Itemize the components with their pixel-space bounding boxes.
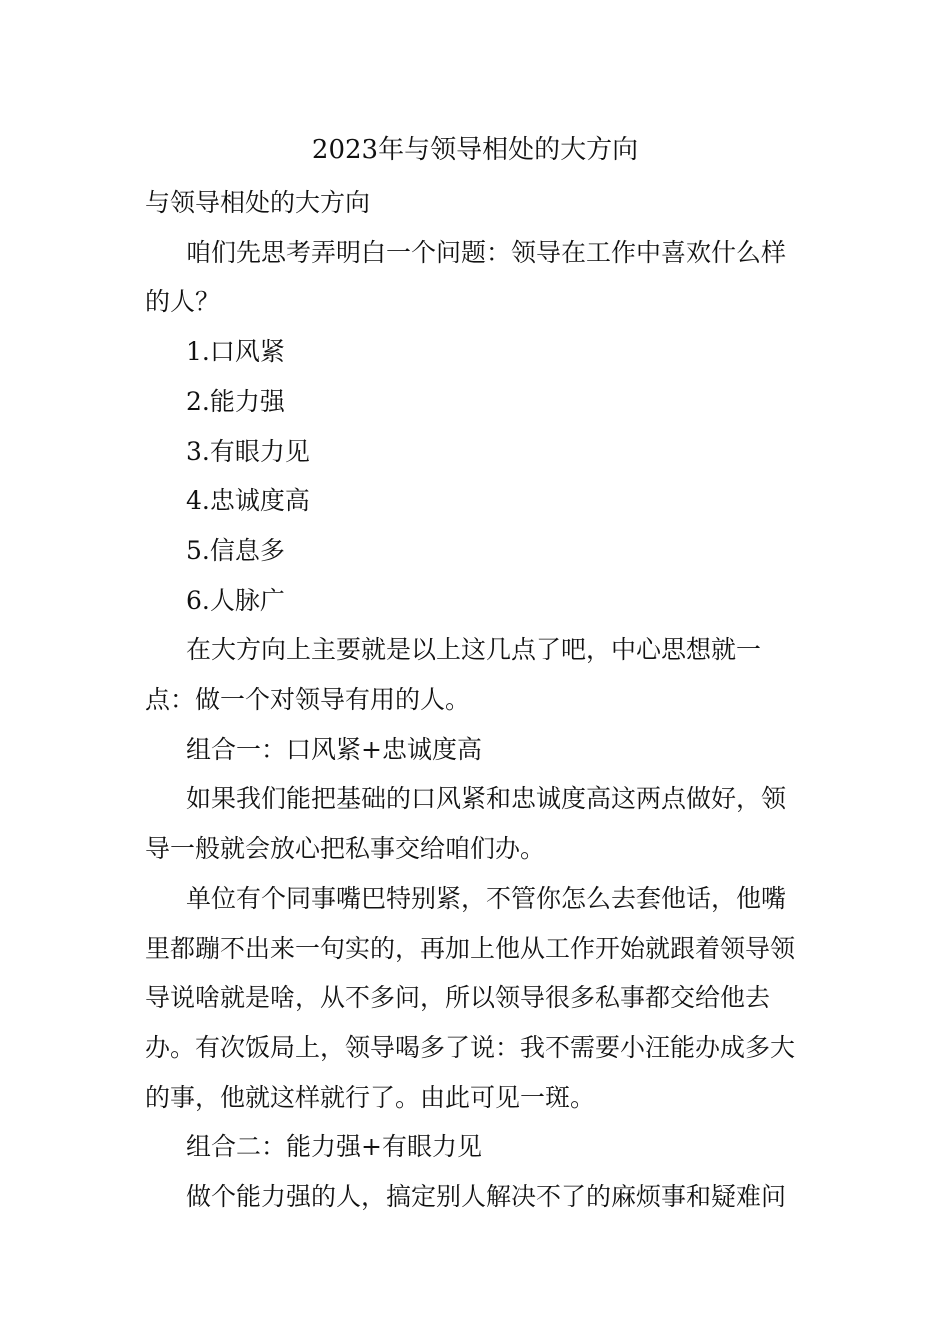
list-item: 5.信息多 <box>186 535 285 565</box>
list-item: 3.有眼力见 <box>186 436 310 466</box>
subtitle: 与领导相处的大方向 <box>145 188 371 217</box>
summary-paragraph: 在大方向上主要就是以上这几点了吧，中心思想就一点：做一个对领导有用的人。 <box>145 635 762 715</box>
combo1-heading: 组合一：口风紧+忠诚度高 <box>186 734 482 764</box>
list-item: 2.能力强 <box>186 386 285 416</box>
list-item: 6.人脉广 <box>186 585 285 615</box>
intro-paragraph: 咱们先思考弄明白一个问题：领导在工作中喜欢什么样的人？ <box>145 237 787 317</box>
list-item: 4.忠诚度高 <box>186 486 310 516</box>
document-body <box>145 178 810 1222</box>
combo2-paragraph-1: 做个能力强的人，搞定别人解决不了的麻烦事和疑难问 <box>186 1182 787 1212</box>
document-title: 2023年与领导相处的大方向 <box>311 135 639 165</box>
combo1-paragraph-2: 单位有个同事嘴巴特别紧，不管你怎么去套他话，他嘴里都蹦不出来一句实的，再加上他从工作开始就跟着领导领导说啥就是啥，从不多问，所以领导很多私事都交给他去办。有次饭局上，领导喝多了说：我不需要小汪能办成多大的事，他就这样就行了。由此可见一斑。 <box>145 883 796 1112</box>
list-item: 1.口风紧 <box>186 337 285 367</box>
combo1-paragraph-1: 如果我们能把基础的口风紧和忠诚度高这两点做好，领导一般就会放心把私事交给咱们办。 <box>145 784 787 864</box>
combo2-heading: 组合二：能力强+有眼力见 <box>186 1132 482 1162</box>
